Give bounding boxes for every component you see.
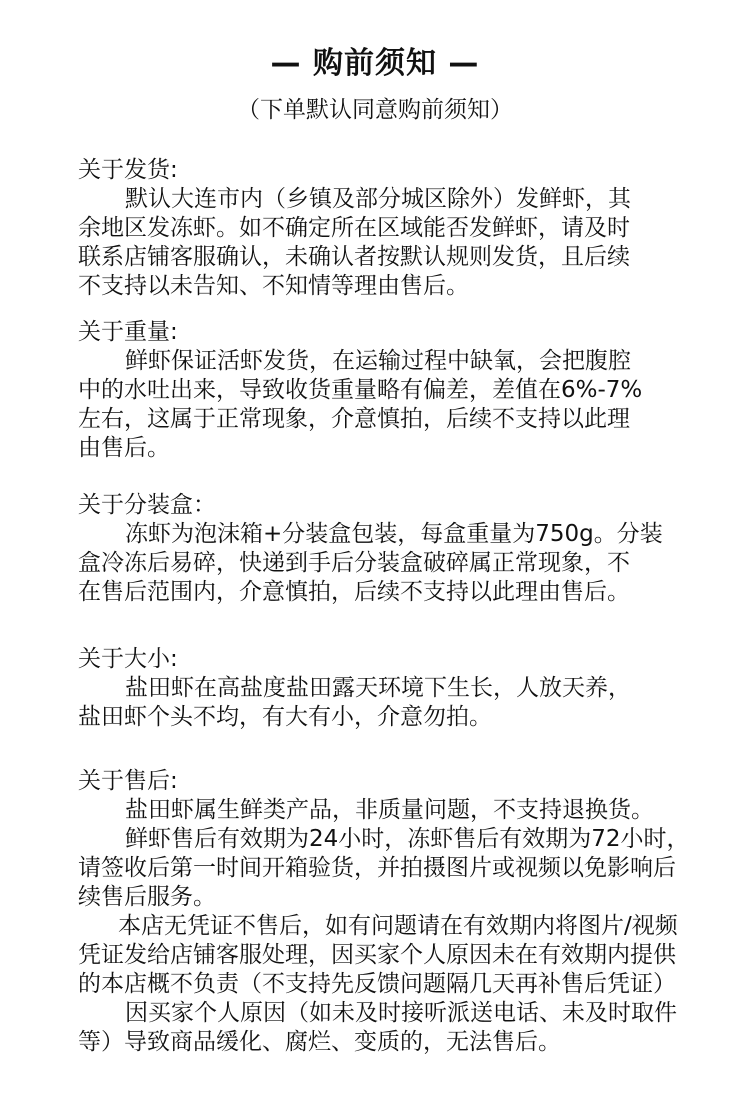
section-heading: 关于售后: (78, 768, 178, 794)
paragraph-line: 默认大连市内（乡镇及部分城区除外）发鲜虾，其 (125, 186, 631, 212)
paragraph-line: 不支持以未告知、不知情等理由售后。 (78, 273, 469, 299)
paragraph-line: 本店无凭证不售后，如有问题请在有效期内将图片/视频 (118, 913, 678, 939)
paragraph-line: 盐田虾个头不均，有大有小，介意勿拍。 (78, 704, 492, 730)
section-packaging-box (78, 491, 718, 607)
page-title: — 购前须知 — (270, 46, 480, 81)
paragraph-line: 鲜虾保证活虾发货，在运输过程中缺氧，会把腹腔 (125, 348, 631, 374)
section-heading: 关于分装盒： (78, 492, 216, 518)
paragraph-line: 请签收后第一时间开箱验货，并拍摄图片或视频以免影响后 (78, 855, 676, 881)
section-after-sales (78, 767, 718, 1057)
section-heading: 关于发货: (78, 157, 178, 183)
paragraph-line: 联系店铺客服确认，未确认者按默认规则发货，且后续 (78, 244, 630, 270)
paragraph-line: 凭证发给店铺客服处理，因买家个人原因未在有效期内提供 (78, 942, 676, 968)
paragraph-line: 左右，这属于正常现象，介意慎拍，后续不支持以此理 (78, 406, 630, 432)
paragraph-line: 余地区发冻虾。如不确定所在区域能否发鲜虾，请及时 (78, 215, 630, 241)
paragraph-line: 在售后范围内，介意慎拍，后续不支持以此理由售后。 (78, 579, 630, 605)
paragraph-line: 鲜虾售后有效期为24小时，冻虾售后有效期为72小时， (125, 826, 690, 852)
paragraph-line: 的本店概不负责（不支持先反馈问题隔几天再补售后凭证） (78, 971, 676, 997)
paragraph-line: 冻虾为泡沫箱+分装盒包装，每盒重量为750g。分装 (125, 521, 663, 547)
paragraph-line: 盐田虾在高盐度盐田露天环境下生长，人放天养， (125, 675, 631, 701)
paragraph-line: 因买家个人原因（如未及时接听派送电话、未及时取件 (125, 1000, 677, 1026)
section-weight (78, 318, 718, 463)
section-heading: 关于大小: (78, 646, 178, 672)
paragraph-line: 续售后服务。 (78, 884, 216, 910)
section-heading: 关于重量: (78, 319, 178, 345)
paragraph-line: 等）导致商品缓化、腐烂、变质的，无法售后。 (78, 1029, 561, 1055)
page-subtitle: （下单默认同意购前须知） (237, 97, 513, 123)
paragraph-line: 中的水吐出来，导致收货重量略有偏差，差值在6%-7% (78, 377, 643, 403)
paragraph-line: 由售后。 (78, 435, 170, 461)
section-size (78, 645, 718, 732)
paragraph-line: 盒冷冻后易碎，快递到手后分装盒破碎属正常现象，不 (78, 550, 630, 576)
section-shipping (78, 156, 718, 301)
paragraph-line: 盐田虾属生鲜类产品，非质量问题，不支持退换货。 (125, 797, 654, 823)
